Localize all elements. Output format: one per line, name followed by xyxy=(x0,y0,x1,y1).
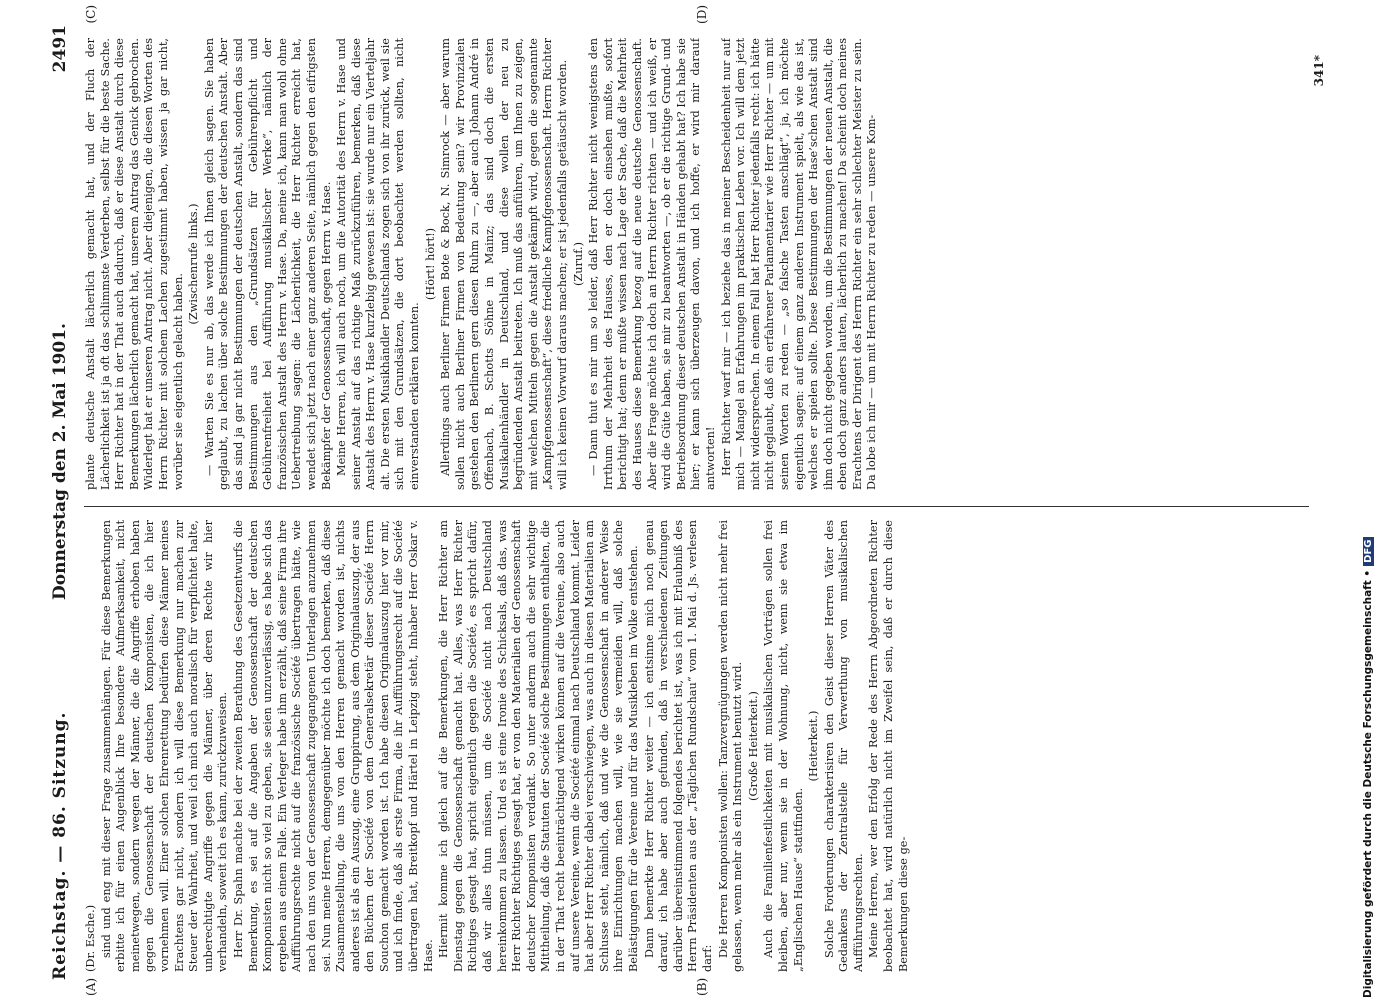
interjection: (Heiterkeit.) xyxy=(807,710,821,782)
column-divider xyxy=(84,506,1309,507)
paragraph: Dann bemerkte Herr Richter weiter — ich entsinne mich noch genau darauf, ich habe aber auch gefunden, daß in verschiedenen Zeitungen darüber übereinstimmend folgendes berichtet ist, was ich mit Erlaubniß des Herrn Präsidenten aus der „Täglichen Rundschau“ vom 1. Mai d. Js. verlesen darf: xyxy=(642,520,714,972)
header-session: Reichstag. — 86. Sitzung. xyxy=(50,711,70,980)
paragraph: Die Herren Komponisten wollen: Tanzvergnügungen werden nicht mehr frei gelassen, wenn mehr als ein Instrument benutzt wird. xyxy=(716,520,745,972)
paragraph: Auch die Familienfestlichkeiten mit musikalischen Vorträgen sollen frei bleiben, aber nur, wenn sie in der Wohnung, nicht, wenn sie etwa im „Englischen Hause“ stattfinden. xyxy=(762,520,805,972)
margin-marker-c: (C) xyxy=(84,5,98,24)
paragraph: — Dann thut es mir um so leider, daß Herr Richter nicht wenigstens den Irrthum der Mehrheit des Hauses, den er doch einsehen mußte, sofort berichtigt hat; denn er mußte wissen nach Lage der Sache, daß die Mehrheit des Hauses diese Bemerkung bezog auf die neue deutsche Genossenschaft. Aber die Frage möchte ich doch an Herrn Richter richten — und ich weiß, er wird die Güte haben, sie mir zu beantworten —, ob er die richtige Grund- und Betriebsordnung dieser deutschen Anstalt in Händen gehabt hat? Ich habe sie hier; er kann sich überzeugen davon, und ich hoffe, er wird mir darauf antworten! xyxy=(587,38,717,490)
paragraph: Allerdings auch Berliner Firmen Bote & Bock, N. Simrock — aber warum sollen nicht auch Berliner Firmen von Bedeutung sein? wir Provinzialen gestehen den Berlinern gern diesen Ruhm zu —, aber auch Johann André in Offenbach, B. Schotts Söhne in Mainz; das sind doch die ersten Musikalienhändler in Deutschland, und diese wollen der neu zu begründenden Anstalt beitreten. Ich muß das anführen, um Ihnen zu zeigen, mit welchen Mitteln gegen die Anstalt gekämpft wird, gegen die sogenannte „Kampfgenossenschaft“, diese friedliche Kampfgenossenschaft. Herrn Richter will ich keinen Vorwurf daraus machen; er ist jedenfalls getäuscht worden. xyxy=(439,38,569,490)
rotated-page xyxy=(40,5,1340,996)
header-date: Donnerstag den 2. Mai 1901. xyxy=(50,323,70,600)
paragraph: Meine Herren, wer den Erfolg der Rede des Herrn Abgeordneten Richter beobachtet hat, wird natürlich nicht im Zweifel sein, daß er durch diese Bemerkungen diese ge- xyxy=(867,520,910,972)
paragraph: plante deutsche Anstalt lächerlich gemacht hat, und der Fluch der Lächerlichkeit ist ja oft das schlimmste Verderben, selbst für die beste Sache. Herr Richter hat in der That auch dadurch, daß er diese Anstalt durch diese Bemerkungen lächerlich gemacht hat, unserem Antrag das Genick gebrochen. Widerlegt hat er unseren Antrag nicht. Aber diejenigen, die diesen Worten des Herrn Richter mit solchem Lachen zugestimmt haben, wissen ja gar nicht, worüber sie eigentlich gelacht haben. xyxy=(84,38,185,490)
paragraph: Solche Forderungen charakterisiren den Geist dieser Herren Väter des Gedankens der Zentralstelle für Verwerthung von musikalischen Aufführungsrechten. xyxy=(822,520,865,972)
interjection: (Hört! hört!) xyxy=(423,227,437,301)
left-column xyxy=(84,520,1309,972)
page-number: 2491 xyxy=(50,25,70,73)
credit-text: Digitalisierung gefördert durch die Deutsche Forschungsgemeinschaft • xyxy=(1362,569,1374,998)
digitization-credit xyxy=(1362,537,1374,998)
paragraph: Herr Richter warf mir — ich beziehe das in meiner Bescheidenheit nur auf mich — Mangel an Erfahrungen im praktischen Leben vor. Ich will dem jetzt nicht widersprechen. In einem Fall hat Herr Richter jedenfalls recht: ich hätte nicht geglaubt, daß ein erfahrener Parlamentarier wie Herr Richter — um mit seinen Worten zu reden — „so falsche Tasten anschlägt“, ja, ich möchte eigentlich sagen: auf einem ganz anderen Instrument spielt, als wie das ist, welches er spielen sollte. Diese Bestimmungen der Hase’schen Anstalt sind ihm doch nicht gegeben worden, um die Bestimmungen der neuen Anstalt, die eben doch ganz anders lauten, lächerlich zu machen! Da scheint doch meines Erachtens der Dirigent des Herrn Richter ein sehr schlechter Meister zu sein. Da lobe ich mir — um mit Herrn Richter zu reden — unsere Kom- xyxy=(719,38,879,490)
paragraph: Meine Herren, ich will auch noch, um die Autorität des Herrn v. Hase und seiner Anstalt auf das richtige Maß zurückzuführen, bemerken, daß diese Anstalt des Herrn v. Hase kurzlebig gewesen ist: sie wurde nur ein Vierteljahr alt. Die ersten Musikhändler Deutschlands zogen sich von ihr zurück, weil sie sich mit den Grundsätzen, die dort beobachtet werden sollten, nicht einverstanden erklären konnten. xyxy=(335,38,422,490)
page-header xyxy=(46,25,76,980)
right-column xyxy=(84,38,1309,490)
signature-number: 341* xyxy=(1312,55,1326,87)
paragraph: Hiermit komme ich gleich auf die Bemerkungen, die Herr Richter am Dienstag gegen die Genossenschaft gemacht hat. Alles, was Herr Richter Richtiges gesagt hat, spricht eigentlich gegen die Société, es spricht dafür, daß wir alles thun müssen, um die Société nicht nach Deutschland hereinkommen zu lassen. Und es ist eine Ironie des Schicksals, daß das, was Herr Richter Richtiges gesagt hat, er von den Materialien der Genossenschaft deutscher Komponisten verdankt. So unter anderm auch die sehr wichtige Mittheilung, daß die Statuten der Société solche Bestimmungen enthalten, die in der That recht beeinträchtigend wirken können auf die Vereine, also auch auf unsere Vereine, wenn die Société einmal nach Deutschland kommt. Leider hat aber Herr Richter dabei verschwiegen, was auch in diesen Materialien am Schlusse steht, nämlich, daß und wie die Genossenschaft in anderer Weise ihre Einrichtungen machen will, wie sie vermeiden will, daß solche Belästigungen für die Vereine und für das Musikleben im Volke entstehen. xyxy=(437,520,640,972)
margin-marker-b: (B) xyxy=(695,977,709,996)
margin-marker-d: (D) xyxy=(695,5,709,24)
interjection: (Große Heiterkeit.) xyxy=(746,691,760,801)
dfg-logo: DFG xyxy=(1363,537,1374,566)
speaker-tag: (Dr. Esche.) xyxy=(84,904,97,972)
paragraph: sind und eng mit dieser Frage zusammenhängen. Für diese Bemerkungen erbitte ich für einen Augenblick Ihre besondere Aufmerksamkeit, nicht meinetwegen, sondern wegen der Männer, die die Angriffe erhoben haben gegen die Genossenschaft der deutschen Komponisten, die ich hier vornehmen will. Einer solchen Ehrenrettung bedürfen diese Männer meines Erachtens gar nicht, sondern ich will diese Bemerkung nur machen zur Steuer der Wahrheit, und weil ich mich auch moralisch für verpflichtet halte, unberechtigte Angriffe gegen die Männer, über deren Rechte wir hier verhandeln, soweit ich es kann, zurückzuweisen. xyxy=(99,520,230,972)
interjection: (Zwischenrufe links.) xyxy=(187,203,201,325)
margin-marker-a: (A) xyxy=(84,977,98,996)
paragraph: — Warten Sie es nur ab, das werde ich Ihnen gleich sagen. Sie haben geglaubt, zu lachen über solche Bestimmungen der deutschen Anstalt. Aber das sind ja gar nicht Bestimmungen der deutschen Anstalt, sondern das sind Bestimmungen aus den „Grundsätzen für Gebührenpflicht und Gebührenfreiheit bei Aufführung musikalischer Werke“, nämlich der französischen Anstalt des Herrn v. Hase. Da, meine ich, kann man wohl ohne Uebertreibung sagen: die Lächerlichkeit, die Herr Richter erreicht hat, wendet sich jetzt nach einer ganz anderen Seite, nämlich gegen den eifrigsten Bekämpfer der Genossenschaft, gegen Herrn v. Hase. xyxy=(202,38,333,490)
interjection: (Zuruf.) xyxy=(571,242,585,286)
paragraph: Herr Dr. Spahn machte bei der zweiten Berathung des Gesetzentwurfs die Bemerkung, es sei auf die Angaben der Genossenschaft der deutschen Komponisten nicht so viel zu geben, sie seien unzuverlässig, es habe sich das ergeben aus einem Falle. Ein Verleger habe ihm erzählt, daß seine Firma ihre Aufführungsrechte nicht auf die französische Société übertragen hätte, wie nach den uns von der Genossenschaft zugegangenen Unterlagen anzunehmen sei. Nun meine Herren, demgegenüber möchte ich doch bemerken, daß diese Zusammenstellung, die uns von den Herren gemacht worden ist, nichts anderes ist als ein Auszug, eine Gruppirung, aus dem Originalauszug, der aus den Büchern der Société von dem Generalsekretär dieser Société Herrn Souchon gemacht worden ist. Ich habe diesen Originalauszug hier vor mir, und ich finde, daß als erste Firma, die ihr Aufführungsrecht auf die Société übertragen hat, Breitkopf und Härtel in Leipzig steht, Inhaber Herr Oskar v. Hase. xyxy=(231,520,435,972)
